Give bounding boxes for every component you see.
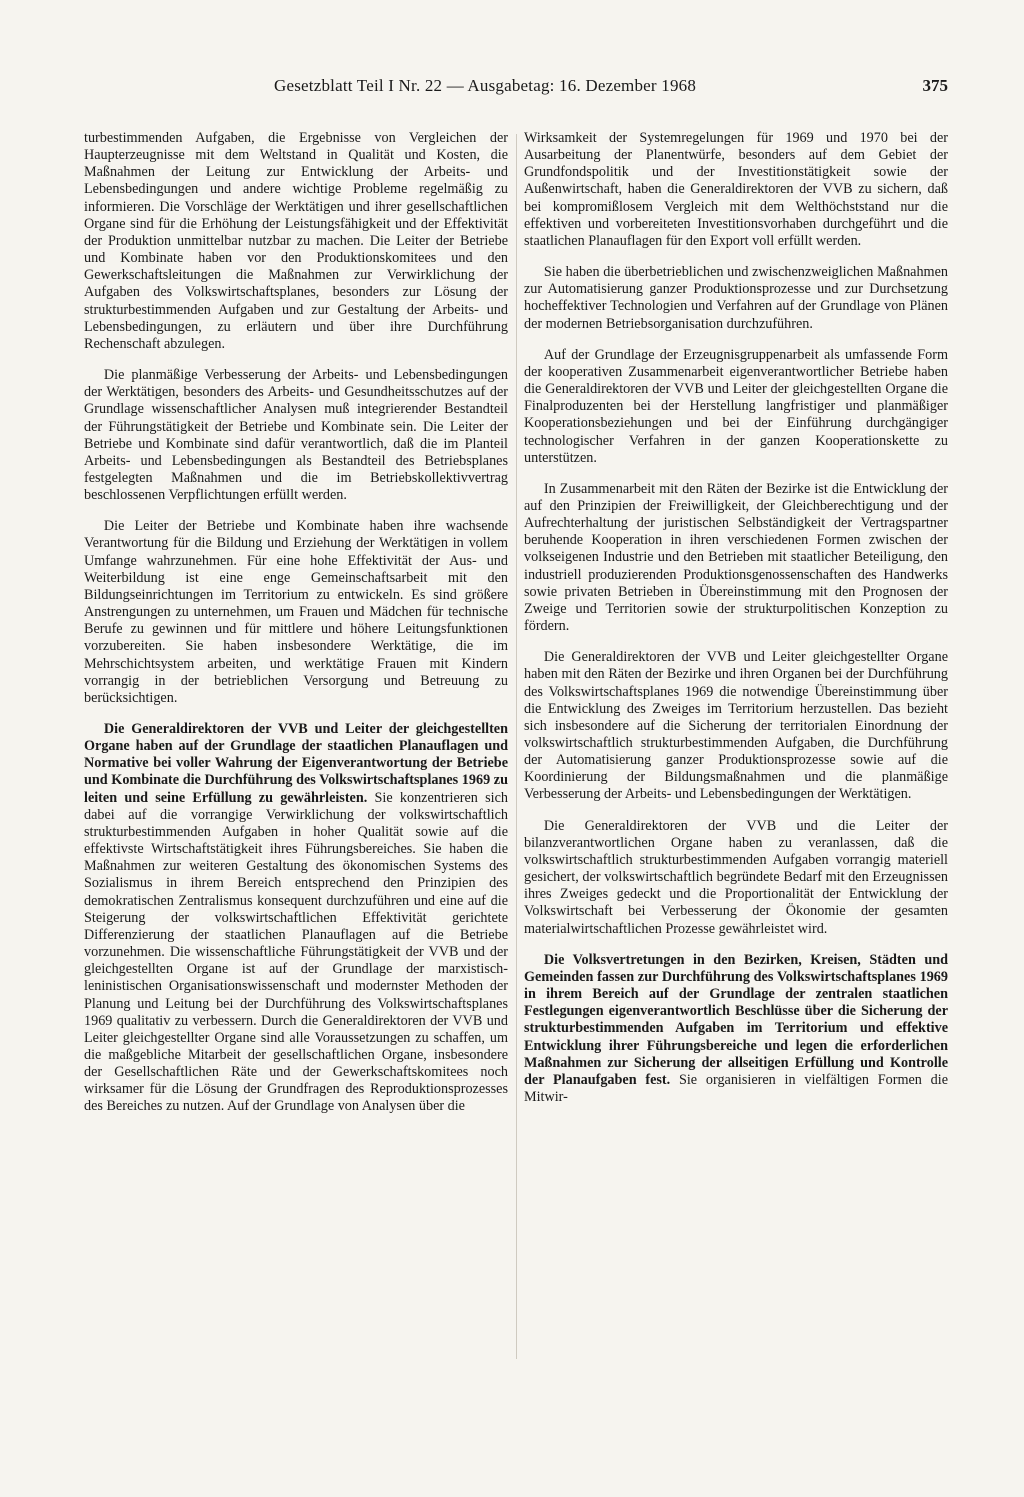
paragraph: In Zusammenarbeit mit den Räten der Bezirke ist die Entwicklung der auf den Prinzipien der Freiwilligkeit, der Gleichberechtigung und der Aufrechterhaltung der juristischen Selbständigkeit der Vertragspartner beruhende Kooperation in ihren verschiedenen Formen zwischen der volkseigenen Industrie und den Betrieben mit staatlicher Beteiligung, den industriell produzierenden Produktionsgenossenschaften des Handwerks sowie privaten Betrieben in Übereinstimmung mit den Prognosen der Zweige und Territorien sowie der strukturpolitischen Konzeption zu fördern. (524, 480, 948, 635)
bold-lead-text: Die Volksvertretungen in den Bezirken, Kreisen, Städten und Gemeinden fassen zur Durchführung des Volkswirtschaftsplanes 1969 in ihrem Bereich auf der Grundlage der zentralen staatlichen Festlegungen eigenverantwortlich Beschlüsse über die Sicherung der strukturbestimmenden Aufgaben im Territorium und effektive Entwicklung ihrer Führungsbereiche und legen die erforderlichen Maßnahmen zur Sicherung der allseitigen Erfüllung und Kontrolle der Planaufgaben fest. (524, 951, 948, 1088)
right-column (524, 130, 948, 1106)
paragraph (84, 721, 508, 1116)
paragraph: turbestimmenden Aufgaben, die Ergebnisse von Vergleichen der Haupterzeugnisse mit dem Weltstand in Qualität und Kosten, die Maßnahmen der Leitung zur Entwicklung der Arbeits- und Lebensbedingungen und andere wichtige Probleme regelmäßig zu informieren. Die Vorschläge der Werktätigen und ihrer gesellschaftlichen Organe sind für die Erhöhung der Leistungsfähigkeit und der Effektivität der Produktion unmittelbar nutzbar zu machen. Die Leiter der Betriebe und Kombinate haben vor den Produktionskomitees und den Gewerkschaftsleitungen die Maßnahmen zur Verwirklichung der Aufgaben des Volkswirtschaftsplanes, besonders zur Lösung der strukturbestimmenden Aufgaben und zur Gestaltung der Arbeits- und Lebensbedingungen, zu erläutern und über ihre Durchführung Rechenschaft abzulegen. (84, 130, 508, 352)
paragraph: Sie haben die überbetrieblichen und zwischenzweiglichen Maßnahmen zur Automatisierung ganzer Produktionsprozesse und zur Durchsetzung hocheffektiver Technologien und Verfahren auf der Grundlage von Plänen der modernen Betriebsorganisation durchzuführen. (524, 264, 948, 332)
paragraph: Auf der Grundlage der Erzeugnisgruppenarbeit als umfassende Form der kooperativen Zusammenarbeit eigenverantwortlicher Betriebe haben die Generaldirektoren der VVB und Leiter der gleichgestellten Organe die Finalproduzenten bei der Herstellung langfristiger und planmäßiger Kooperationsbeziehungen und bei der Einführung durchgängiger technologischer Verfahren in der ganzen Kooperationskette zu unterstützen. (524, 346, 948, 466)
paragraph: Wirksamkeit der Systemregelungen für 1969 und 1970 bei der Ausarbeitung der Planentwürfe, besonders auf dem Gebiet der Grundfondspolitik und der Investitionstätigkeit sowie der Außenwirtschaft, haben die Generaldirektoren der VVB zu sichern, daß bei kompromißlosem Vergleich mit dem Welthöchststand nur die effektiven und vorbereiteten Investitionsvorhaben durchgeführt und die staatlichen Planauflagen für den Export voll erfüllt werden. (524, 130, 948, 249)
running-title: Gesetzblatt Teil I Nr. 22 — Ausgabetag: 16. Dezember 1968 (274, 76, 697, 95)
paragraph: Die planmäßige Verbesserung der Arbeits- und Lebensbedingungen der Werktätigen, besonders des Arbeits- und Gesundheitsschutzes auf der Grundlage wissenschaftlicher Analysen muß integrierender Bestandteil der Führungstätigkeit der Betriebe und Kombinate sein. Die Leiter der Betriebe und Kombinate sind dafür verantwortlich, daß die im Planteil Arbeits- und Lebensbedingungen als Bestandteil des Betriebsplanes festgelegten Maßnahmen und die im Betriebskollektivvertrag beschlossenen Verpflichtungen erfüllt werden. (84, 367, 508, 504)
paragraph-text: Sie organisieren in vielfältigen Formen die Mitwir- (524, 1071, 949, 1105)
paragraph-text: Sie konzentrieren sich dabei auf die vorrangige Verwirklichung der volkswirtschaftlich strukturbestimmenden Aufgaben in hoher Qualität sowie auf die effektivste Wirtschaftstätigkeit ihres Führungsbereiches. Sie haben die Maßnahmen zur weiteren Gestaltung des ökonomischen Systems des Sozialismus in ihrem Bereich entsprechend den Prinzipien des demokratischen Zentralismus konsequent durchzuführen und eine auf die Steigerung der volkswirtschaftlichen Effektivität gerichtete Differenzierung der staatlichen Planauflagen auf die Betriebe vorzunehmen. Die wissenschaftliche Führungstätigkeit der VVB und der gleichgestellten Organe ist auf der Grundlage der marxistisch-leninistischen Organisationswissenschaft und modernster Methoden der Planung und Leitung bei der Durchführung des Volkswirtschaftsplanes 1969 qualitativ zu verbessern. Durch die Generaldirektoren der VVB und Leiter gleichgestellter Organe sind alle Voraussetzungen zu schaffen, um die maßgebliche Mitarbeit der gesellschaftlichen Organe, insbesondere der Gesellschaftlichen Räte und der Gewerkschaftskomitees noch wirksamer für die Lösung der Grundfragen des Reproduktionsprozesses des Bereiches zu nutzen. Auf der Grundlage von Analysen über die (84, 789, 508, 1115)
page-header (84, 76, 952, 104)
left-column (84, 130, 508, 1116)
paragraph: Die Leiter der Betriebe und Kombinate haben ihre wachsende Verantwortung für die Bildung und Erziehung der Werktätigen in vollem Umfange wahrzunehmen. Für eine hohe Effektivität der Aus- und Weiterbildung ist eine enge Gemeinschaftsarbeit mit den Bildungseinrichtungen im Territorium zu entwickeln. Es sind größere Anstrengungen zu unternehmen, um Frauen und Mädchen für technische Berufe zu gewinnen und für mittlere und höhere Leitungsfunktionen vorzubereiten. Sie haben insbesondere Werktätige, die im Mehrschichtsystem arbeiten, und werktätige Frauen mit Kindern vorrangig in der betrieblichen Versorgung und Betreuung zu berücksichtigen. (84, 518, 508, 706)
page-number: 375 (922, 76, 948, 95)
paragraph (524, 952, 948, 1106)
paragraph: Die Generaldirektoren der VVB und Leiter gleichgestellter Organe haben mit den Räten der Bezirke und ihren Organen bei der Durchführung des Volkswirtschaftsplanes 1969 die notwendige Übereinstimmung über die Entwicklung des Zweiges im Territorium herzustellen. Das bezieht sich insbesondere auf die Sicherung der territorialen Einordnung der volkswirtschaftlich strukturbestimmenden Aufgaben, die Durchführung der Automatisierung ganzer Produktionsprozesse sowie auf die Koordinierung der Bildungsmaßnahmen und die planmäßige Verbesserung der Arbeits- und Lebensbedingungen der Werktätigen. (524, 649, 948, 803)
column-gutter (516, 134, 517, 1359)
bold-lead-text: Die Generaldirektoren der VVB und Leiter der gleichgestellten Organe haben auf der Grundlage der staatlichen Planauflagen und Normative bei voller Wahrung der Eigenverantwortung der Betriebe und Kombinate die Durchführung des Volkswirtschaftsplanes 1969 zu leiten und seine Erfüllung zu gewährleisten. (84, 721, 508, 806)
paragraph: Die Generaldirektoren der VVB und die Leiter der bilanzverantwortlichen Organe haben zu veranlassen, daß die volkswirtschaftlich strukturbestimmenden Aufgaben vorrangig materiell gesichert, der volkswirtschaftlich begründete Bedarf mit den Erzeugnissen ihres Zweiges gedeckt und die Proportionalität der Entwicklung der Volkswirtschaft bei Verbesserung der Ökonomie der gesamten materialwirtschaftlichen Prozesse gewährleistet wird. (524, 817, 948, 937)
